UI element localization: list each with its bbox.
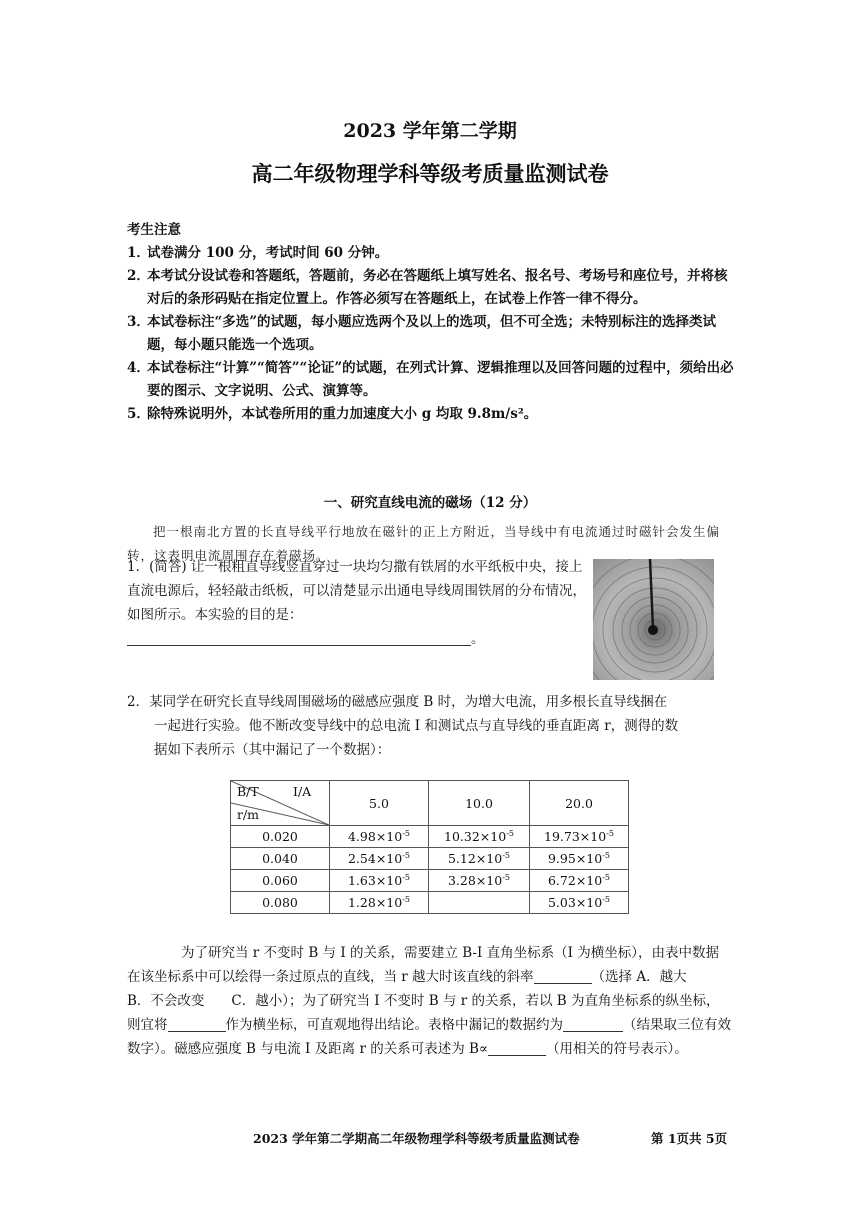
table-cell: $1.63\times 10^{-5}$ bbox=[330, 870, 429, 892]
corner-label-b: B/T bbox=[237, 784, 259, 799]
table-row bbox=[231, 826, 629, 848]
table-cell: $10.32\times 10^{-5}$ bbox=[429, 826, 530, 848]
notice-item-text: 本试卷标注“计算”“简答”“论证”的试题，在列式计算、逻辑推理以及回答问题的过程中，须给出必要的图示、文字说明、公式、演算等。 bbox=[147, 360, 734, 399]
row-header: 0.020 bbox=[231, 826, 330, 848]
notice-item bbox=[127, 311, 737, 357]
question-1-text: 1．(简答) 让一根粗直导线竖直穿过一块均匀撒有铁屑的水平纸板中央，接上直流电源后，轻轻敲击纸板，可以清楚显示出通电导线周围铁屑的分布情况，如图所示。本实验的目的是： bbox=[127, 559, 586, 623]
corner-label-i: I/A bbox=[293, 784, 312, 799]
answer-blank bbox=[127, 631, 471, 646]
notice-item-text: 试卷满分 100 分，考试时间 60 分钟。 bbox=[147, 245, 389, 261]
column-header: 20.0 bbox=[530, 781, 629, 826]
analysis-text: （结果取三位有效数字）。磁感应强度 B 与电流 I 及距离 r 的关系可表述为 B∝ bbox=[127, 1017, 731, 1057]
notice-item-number: 1． bbox=[127, 245, 150, 261]
table-cell: $2.54\times 10^{-5}$ bbox=[330, 848, 429, 870]
analysis-text: （选择 A．越大 B．不会改变 C．越小）；为了研究当 I 不变时 B 与 r 的关系，若以 B 为直角坐标系的纵坐标，则宜将 bbox=[127, 969, 720, 1033]
table-header-row bbox=[231, 781, 629, 826]
answer-blank bbox=[534, 969, 592, 984]
section-intro: 把一根南北方置的长直导线平行地放在磁针的正上方附近，当导线中有电流通过时磁针会发生偏转，这表明电流周围存在着磁场。 bbox=[127, 524, 721, 563]
notice-item-text: 本试卷标注“多选”的试题，每小题应选两个及以上的选项，但不可全选；未特别标注的选择类试题，每小题只能选一个选项。 bbox=[147, 314, 717, 353]
question-2-analysis bbox=[127, 941, 732, 1061]
row-header: 0.040 bbox=[231, 848, 330, 870]
table-cell: $19.73\times 10^{-5}$ bbox=[530, 826, 629, 848]
notice-item-number: 5． bbox=[127, 406, 150, 422]
footer-title: 2023 学年第二学期高二年级物理学科等级考质量监测试卷 bbox=[253, 1131, 580, 1146]
table-cell-missing bbox=[429, 892, 530, 914]
question-2-line: 据如下表所示（其中漏记了一个数据）： bbox=[154, 742, 391, 758]
table-row bbox=[231, 848, 629, 870]
notice-item bbox=[127, 242, 737, 265]
notice-item bbox=[127, 357, 737, 403]
notice-item-text: 本考试分设试卷和答题纸，答题前，务必在答题纸上填写姓名、报名号、考场号和座位号，并将核对后的条形码贴在指定位置上。作答必须写在答题纸上，在试卷上作答一律不得分。 bbox=[147, 268, 728, 307]
notice-item-number: 2． bbox=[127, 268, 150, 284]
question-2-line: 一起进行实验。他不断改变导线中的总电流 I 和测试点与直导线的垂直距离 r，测得的数 bbox=[154, 718, 679, 734]
exam-term-title: 2023 学年第二学期 bbox=[343, 120, 517, 142]
notice-item-number: 4． bbox=[127, 360, 150, 376]
answer-blank bbox=[168, 1017, 226, 1032]
table-cell: $5.12\times 10^{-5}$ bbox=[429, 848, 530, 870]
page-footer bbox=[253, 1129, 728, 1147]
answer-blank bbox=[488, 1041, 546, 1056]
table-corner-cell bbox=[231, 781, 330, 826]
question-1 bbox=[127, 555, 587, 651]
table-cell: $4.98\times 10^{-5}$ bbox=[330, 826, 429, 848]
notice-item-number: 3． bbox=[127, 314, 150, 330]
table-row bbox=[231, 870, 629, 892]
notice-item bbox=[127, 265, 737, 311]
notice-item-text: 除特殊说明外，本试卷所用的重力加速度大小 g 均取 9.8m/s²。 bbox=[147, 406, 538, 422]
analysis-text: （用相关的符号表示）。 bbox=[546, 1041, 688, 1057]
iron-filings-photo bbox=[593, 559, 714, 680]
data-table bbox=[230, 780, 629, 914]
corner-label-r: r/m bbox=[237, 807, 260, 822]
table-cell: $9.95\times 10^{-5}$ bbox=[530, 848, 629, 870]
page-number: 第 1页共 5页 bbox=[651, 1131, 728, 1146]
analysis-text: 为了研究当 r 不变时 B 与 I 的关系，需要建立 B-I 直角坐标系（I 为横坐标），由表中数据在该坐标系中可以绘得一条过原点的直线，当 r 越大时该直线的斜率 bbox=[127, 945, 719, 985]
exam-title: 高二年级物理学科等级考质量监测试卷 bbox=[251, 161, 609, 186]
row-header: 0.080 bbox=[231, 892, 330, 914]
row-header: 0.060 bbox=[231, 870, 330, 892]
question-2 bbox=[127, 690, 732, 762]
notice-item bbox=[127, 403, 737, 426]
analysis-text: 作为横坐标，可直观地得出结论。表格中漏记的数据约为 bbox=[225, 1017, 563, 1033]
column-header: 10.0 bbox=[429, 781, 530, 826]
table-cell: $3.28\times 10^{-5}$ bbox=[429, 870, 530, 892]
column-header: 5.0 bbox=[330, 781, 429, 826]
section-title: 一、研究直线电流的磁场（12 分） bbox=[323, 495, 537, 511]
table-cell: $1.28\times 10^{-5}$ bbox=[330, 892, 429, 914]
question-1-end: 。 bbox=[471, 631, 485, 647]
table-row bbox=[231, 892, 629, 914]
question-2-line: 2．某同学在研究长直导线周围磁场的磁感应强度 B 时，为增大电流，用多根长直导线捆在 bbox=[127, 694, 668, 710]
table-cell: $6.72\times 10^{-5}$ bbox=[530, 870, 629, 892]
table-cell: $5.03\times 10^{-5}$ bbox=[530, 892, 629, 914]
iron-filings-image bbox=[593, 559, 714, 680]
notice-heading: 考生注意 bbox=[127, 222, 181, 238]
exam-notice bbox=[127, 219, 737, 426]
answer-blank bbox=[563, 1017, 623, 1032]
